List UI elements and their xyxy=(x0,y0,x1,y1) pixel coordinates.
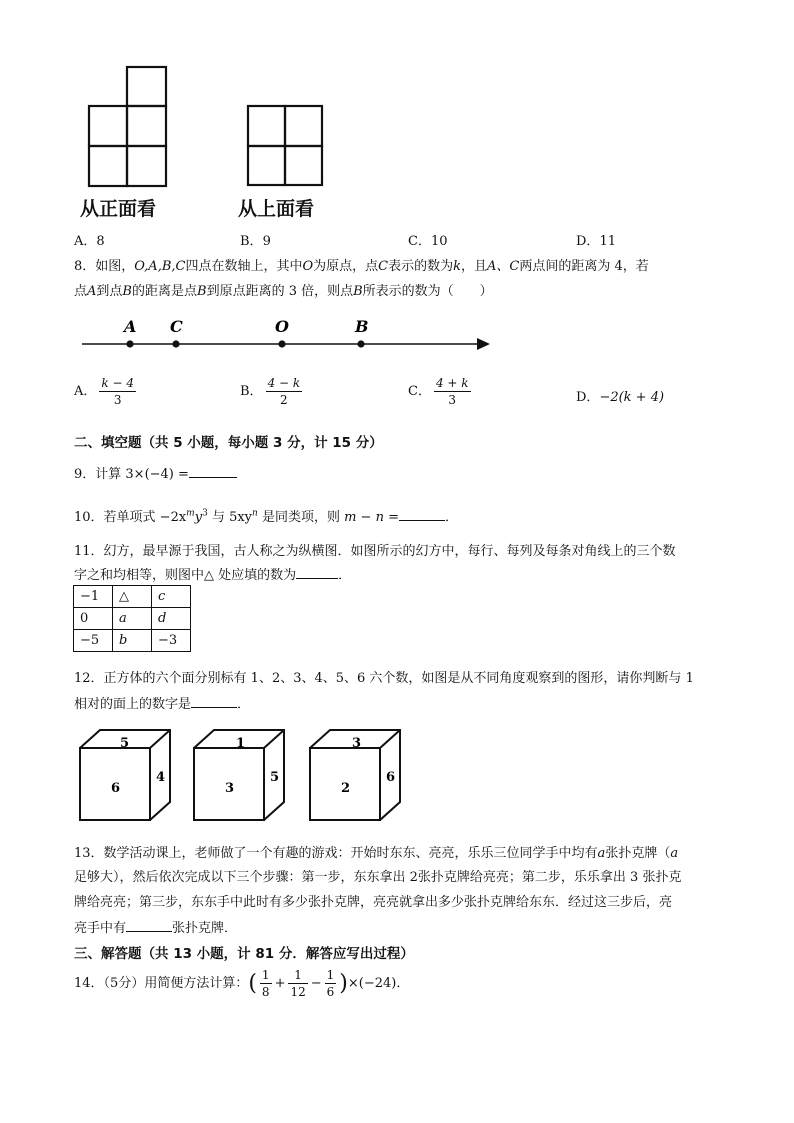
q8-stem-line1: 8．如图，O,A,B,C四点在数轴上，其中O为原点，点C表示的数为k，且A、C两点间的距离为 4，若 xyxy=(74,259,649,274)
top-view-figure xyxy=(245,103,325,188)
q13-line4: 亮手中有 张扑克牌． xyxy=(74,921,238,936)
axis-label-c: C xyxy=(170,317,183,336)
q7-option-a: A．8 xyxy=(74,234,105,249)
cube-figure-2 xyxy=(192,728,292,824)
axis-label-b: B xyxy=(355,317,369,336)
magic-cell: −3 xyxy=(152,630,191,652)
q11-line2: 字之和均相等，则图中△ 处应填的数为 ． xyxy=(74,568,352,583)
q9-text: 9．计算 3×(−4) = xyxy=(74,463,237,482)
q12-line2: 相对的面上的数字是 ． xyxy=(74,697,251,712)
cube3-top-number: 3 xyxy=(352,736,362,751)
axis-label-o: O xyxy=(275,317,289,336)
cube-figure-1 xyxy=(78,728,178,824)
q12-line1: 12．正方体的六个面分别标有 1、2、3、4、5、6 六个数，如图是从不同角度观察到的图形，请你判断与 1 xyxy=(74,671,694,686)
cube2-top-number: 1 xyxy=(236,736,246,751)
q8-stem-line2: 点A到点B的距离是点B到原点距离的 3 倍，则点B所表示的数为（ ） xyxy=(74,284,493,299)
q8-option-c: C． $\frac{4 + k}{3}$ xyxy=(408,376,469,407)
cube-figure-3 xyxy=(308,728,408,824)
q8-option-d: D．−2(k + 4) xyxy=(576,390,665,405)
q7-option-c: C．10 xyxy=(408,234,448,249)
cube1-front-number: 6 xyxy=(111,781,121,796)
magic-cell: −1 xyxy=(74,586,113,608)
magic-square-grid xyxy=(73,585,191,652)
section3-title: 三、解答题（共 13 小题，计 81 分．解答应写出过程） xyxy=(74,946,414,962)
axis-label-a: A xyxy=(124,317,137,336)
q13-line3: 牌给亮亮；第三步，东东手中此时有多少张扑克牌，亮亮就拿出多少张扑克牌给东东．经过这三步后，亮 xyxy=(74,895,673,910)
magic-cell: −5 xyxy=(74,630,113,652)
magic-cell: a xyxy=(113,608,152,630)
magic-cell: c xyxy=(152,586,191,608)
cube1-side-number: 4 xyxy=(156,770,166,785)
magic-cell: △ xyxy=(113,586,152,608)
q14-text: 14．（5分）用简便方法计算：( $\frac{1}{8}$ + $\frac{1}{12}$ − $\frac{1}{6}$ )×(−24)． xyxy=(74,968,410,999)
front-view-figure xyxy=(85,64,175,189)
q13-line2: 足够大），然后依次完成以下三个步骤：第一步，东东拿出 2张扑克牌给亮亮；第二步，乐乐拿出 3 张扑克 xyxy=(74,870,682,885)
magic-cell: d xyxy=(152,608,191,630)
number-line-figure xyxy=(78,312,498,357)
magic-cell: b xyxy=(113,630,152,652)
top-view-label: 从上面看 xyxy=(238,198,315,220)
q8-option-b: B． $\frac{4 - k}{2}$ xyxy=(240,376,301,407)
cube3-side-number: 6 xyxy=(386,770,396,785)
cube1-top-number: 5 xyxy=(120,736,130,751)
q13-line1: 13．数学活动课上，老师做了一个有趣的游戏：开始时东东、亮亮，乐乐三位同学手中均有a张扑克牌（a xyxy=(74,846,679,861)
q7-option-b: B．9 xyxy=(240,234,271,249)
cube3-front-number: 2 xyxy=(341,781,351,796)
cube2-side-number: 5 xyxy=(270,770,280,785)
magic-cell: 0 xyxy=(74,608,113,630)
section2-title: 二、填空题（共 5 小题，每小题 3 分，计 15 分） xyxy=(74,435,383,451)
cube2-front-number: 3 xyxy=(225,781,235,796)
q10-text: 10．若单项式 $-2x^my^3$ 与 $5xy^n$ 是同类项，则 m − n = ． xyxy=(74,508,458,525)
q8-option-a: A． $\frac{k - 4}{3}$ xyxy=(74,376,134,407)
q7-option-d: D．11 xyxy=(576,234,616,249)
q11-line1: 11．幻方，最早源于我国，古人称之为纵横图．如图所示的幻方中，每行、每列及每条对角线上的三个数 xyxy=(74,544,676,559)
front-view-label: 从正面看 xyxy=(80,198,157,220)
